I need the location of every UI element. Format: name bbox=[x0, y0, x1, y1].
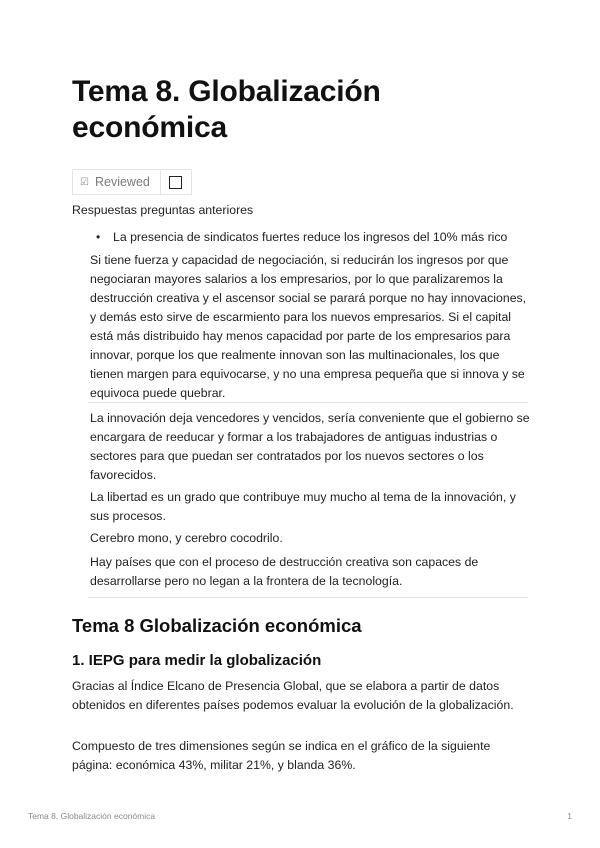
property-reviewed bbox=[72, 169, 192, 195]
list-item bbox=[96, 228, 536, 247]
page-title: Tema 8. Globalización económica bbox=[72, 75, 381, 144]
section-heading: Tema 8 Globalización económica bbox=[72, 615, 362, 636]
reviewed-checkbox-cell[interactable] bbox=[161, 170, 191, 194]
paragraph-libertad: La libertad es un grado que contribuye muy mucho al tema de la innovación, y sus procesos. bbox=[90, 490, 516, 523]
paragraph-sindicatos: Si tiene fuerza y capacidad de negociación, si reducirán los ingresos por que negociaran mayores salarios a los empresarios, por lo que paralizaremos la destrucción creativa y el ascensor social se parará porque no hay innovaciones, y demás esto sirve de escarmiento para los nuevos empresarios. Si el capital está más distribuido hay menos capacidad por parte de los empresarios para innovar, porque los que realmente innovan son las multinacionales, los que tienen margen para equivocarse, y no una empresa pequeña que si innova y se equivoca puede quebrar. bbox=[90, 253, 527, 400]
reviewed-checkbox[interactable] bbox=[169, 176, 182, 189]
bullet-icon: • bbox=[96, 230, 101, 244]
subsection-heading: 1. IEPG para medir la globalización bbox=[72, 652, 322, 669]
paragraph-paises: Hay países que con el proceso de destrucción creativa son capaces de desarrollarse pero no legan a la frontera de la tecnología. bbox=[90, 555, 479, 588]
paragraph-innovacion: La innovación deja vencedores y vencidos, sería conveniente que el gobierno se encargara de reeducar y formar a los trabajadores de antiguas industrias o sectores para que puedan ser contratados por los nuevos sectores o los favorecidos. bbox=[90, 411, 530, 482]
paragraph-iepg: Gracias al Índice Elcano de Presencia Global, que se elabora a partir de datos obtenidos en diferentes países podemos evaluar la evolución de la globalización. bbox=[72, 679, 514, 712]
footer-title: Tema 8. Globalización económica bbox=[28, 811, 156, 821]
checkbox-property-icon: ☑ bbox=[80, 176, 89, 188]
list-item-text: La presencia de sindicatos fuertes reduce los ingresos del 10% más rico bbox=[113, 230, 508, 244]
divider bbox=[88, 402, 528, 403]
paragraph-dimensiones: Compuesto de tres dimensiones según se indica en el gráfico de la siguiente página: económica 43%, militar 21%, y blanda 36%. bbox=[72, 739, 491, 772]
divider bbox=[88, 597, 528, 598]
intro-text: Respuestas preguntas anteriores bbox=[72, 203, 254, 217]
paragraph-cerebro: Cerebro mono, y cerebro cocodrilo. bbox=[90, 531, 283, 545]
property-name bbox=[73, 170, 161, 194]
property-label: Reviewed bbox=[94, 175, 150, 189]
footer-page-number: 1 bbox=[567, 811, 572, 821]
